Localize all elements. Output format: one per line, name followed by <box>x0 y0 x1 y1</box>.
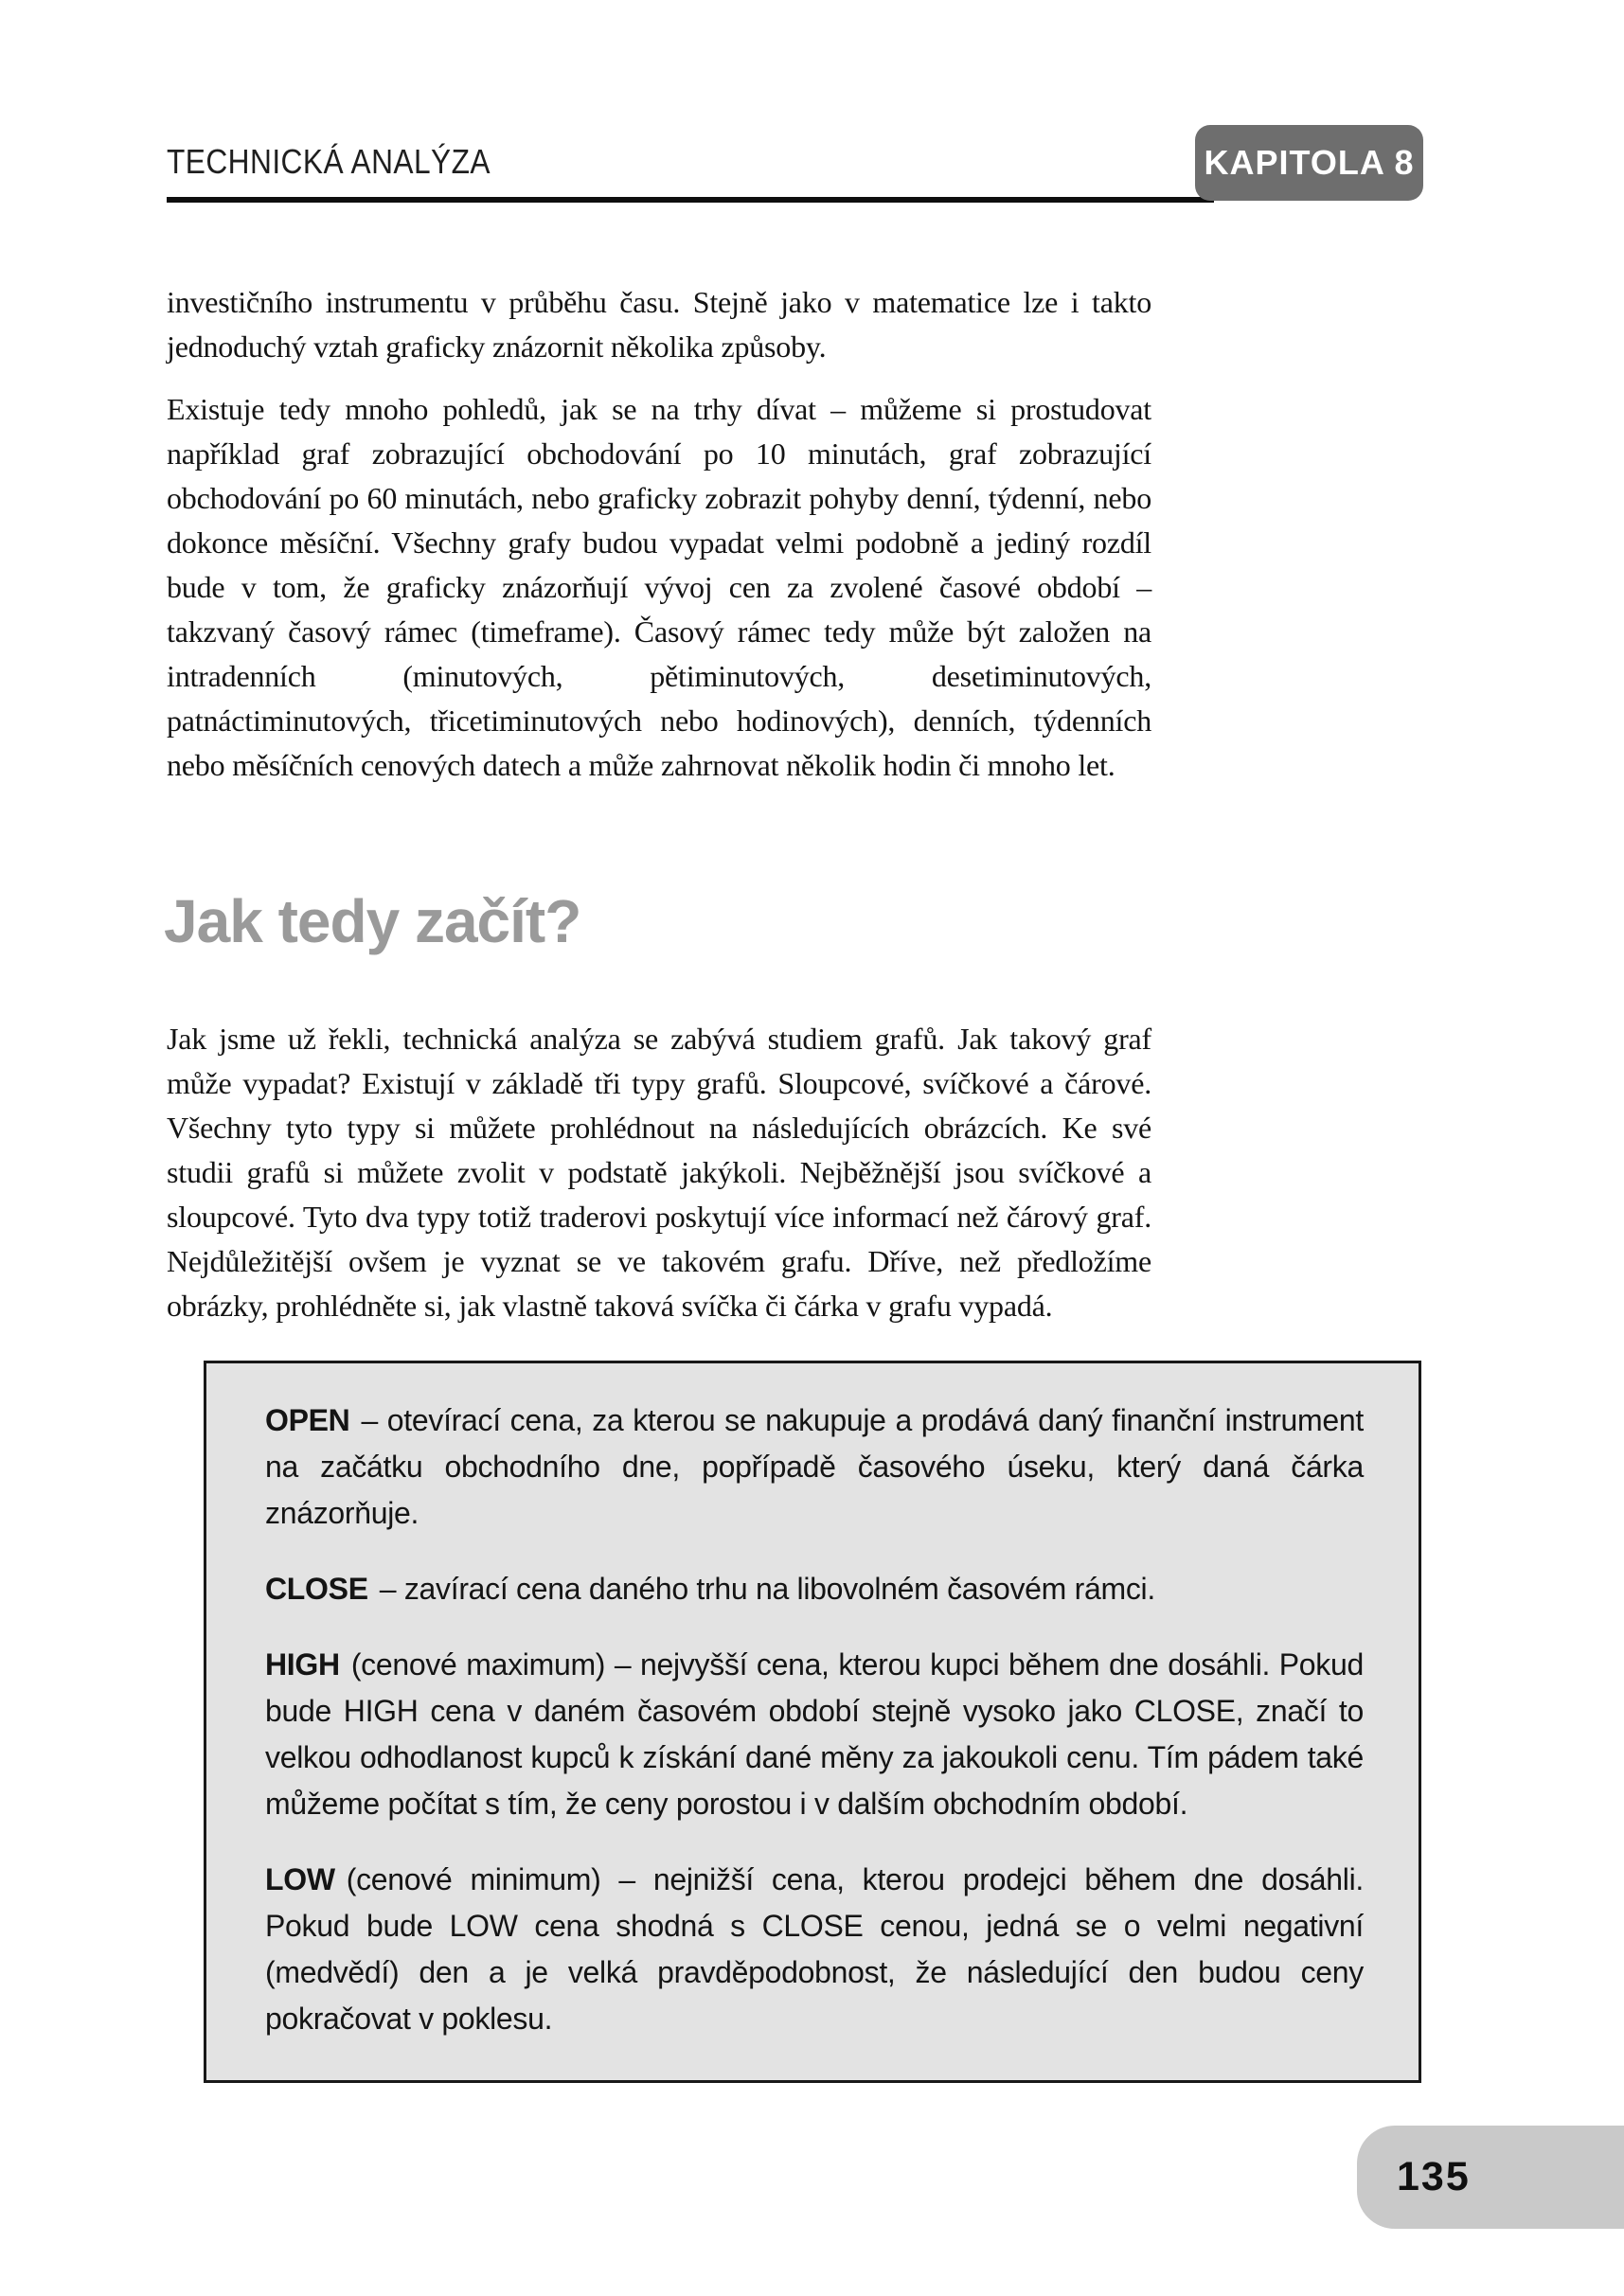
definition-open <box>265 1397 1364 1537</box>
definition-close-term: CLOSE <box>265 1572 368 1606</box>
header-rule <box>167 197 1214 203</box>
definition-open-term: OPEN <box>265 1403 350 1437</box>
chapter-badge: KAPITOLA 8 <box>1195 125 1423 201</box>
page-number: 135 <box>1397 2154 1471 2199</box>
definition-high-text: (cenové maximum) – nejvyšší cena, kterou kupci během dne dosáhli. Pokud bude HIGH cena v daném časovém období stejně vysoko jako CLOSE, značí to velkou odhodlanost kupců k získání dané měny za jakoukoli cenu. Tím pádem také můžeme počítat s tím, že ceny porostou i v dalším obchodním období. <box>265 1647 1364 1821</box>
definitions-box <box>204 1361 1421 2083</box>
definition-low-text: (cenové minimum) – nejnižší cena, kterou prodejci během dne dosáhli. Pokud bude LOW cena shodná s CLOSE cenou, jedná se o velmi negativní (medvědí) den a je velká pravděpodobnost, že následující den budou ceny pokračovat v poklesu. <box>265 1862 1364 2036</box>
definition-high <box>265 1642 1364 1827</box>
intro-paragraph-2: Existuje tedy mnoho pohledů, jak se na trhy dívat – můžeme si prostudovat například graf zobrazující obchodování po 10 minutách, graf zobrazující obchodování po 60 minutách, nebo graficky zobrazit pohyby denní, týdenní, nebo dokonce měsíční. Všechny grafy budou vypadat velmi podobně a jediný rozdíl bude v tom, že graficky znázorňují vývoj cen za zvolené časové období – takzvaný časový rámec (timeframe). Časový rámec tedy může být založen na intradenních (minutových, pětiminutových, desetiminutových, patnáctiminutových, třicetiminutových nebo hodinových), denních, týdenních nebo měsíčních cenových datech a může zahrnovat několik hodin či mnoho let. <box>167 392 1151 782</box>
definition-open-text: – otevírací cena, za kterou se nakupuje a prodává daný finanční instrument na začátku obchodního dne, popřípadě časového úseku, který daná čárka znázorňuje. <box>265 1403 1364 1530</box>
definition-low-term: LOW <box>265 1862 335 1896</box>
intro-paragraph-1: investičního instrumentu v průběhu času. Stejně jako v matematice lze i takto jednoduchý vztah graficky znázornit několika způsoby. <box>167 285 1151 364</box>
section-paragraph: Jak jsme už řekli, technická analýza se zabývá studiem grafů. Jak takový graf může vypadat? Existují v základě tři typy grafů. Sloupcové, svíčkové a čárové. Všechny tyto typy si můžete prohlédnout na následujících obrázcích. Ke své studii grafů si můžete zvolit v podstatě jakýkoli. Nejběžnější jsou svíčkové a sloupcové. Tyto dva typy totiž traderovi poskytují více informací než čárový graf. Nejdůležitější ovšem je vyznat se ve takovém grafu. Dříve, než předložíme obrázky, prohlédněte si, jak vlastně taková svíčka či čárka v grafu vypadá. <box>167 1022 1151 1323</box>
section-heading: Jak tedy začít? <box>164 887 581 955</box>
definition-high-term: HIGH <box>265 1647 340 1682</box>
page-number-pill <box>1357 2126 1624 2229</box>
definition-close <box>265 1566 1364 1612</box>
running-header-title: TECHNICKÁ ANALÝZA <box>167 142 491 181</box>
definition-low <box>265 1857 1364 2042</box>
definition-close-text: – zavírací cena daného trhu na libovolném časovém rámci. <box>379 1572 1155 1606</box>
